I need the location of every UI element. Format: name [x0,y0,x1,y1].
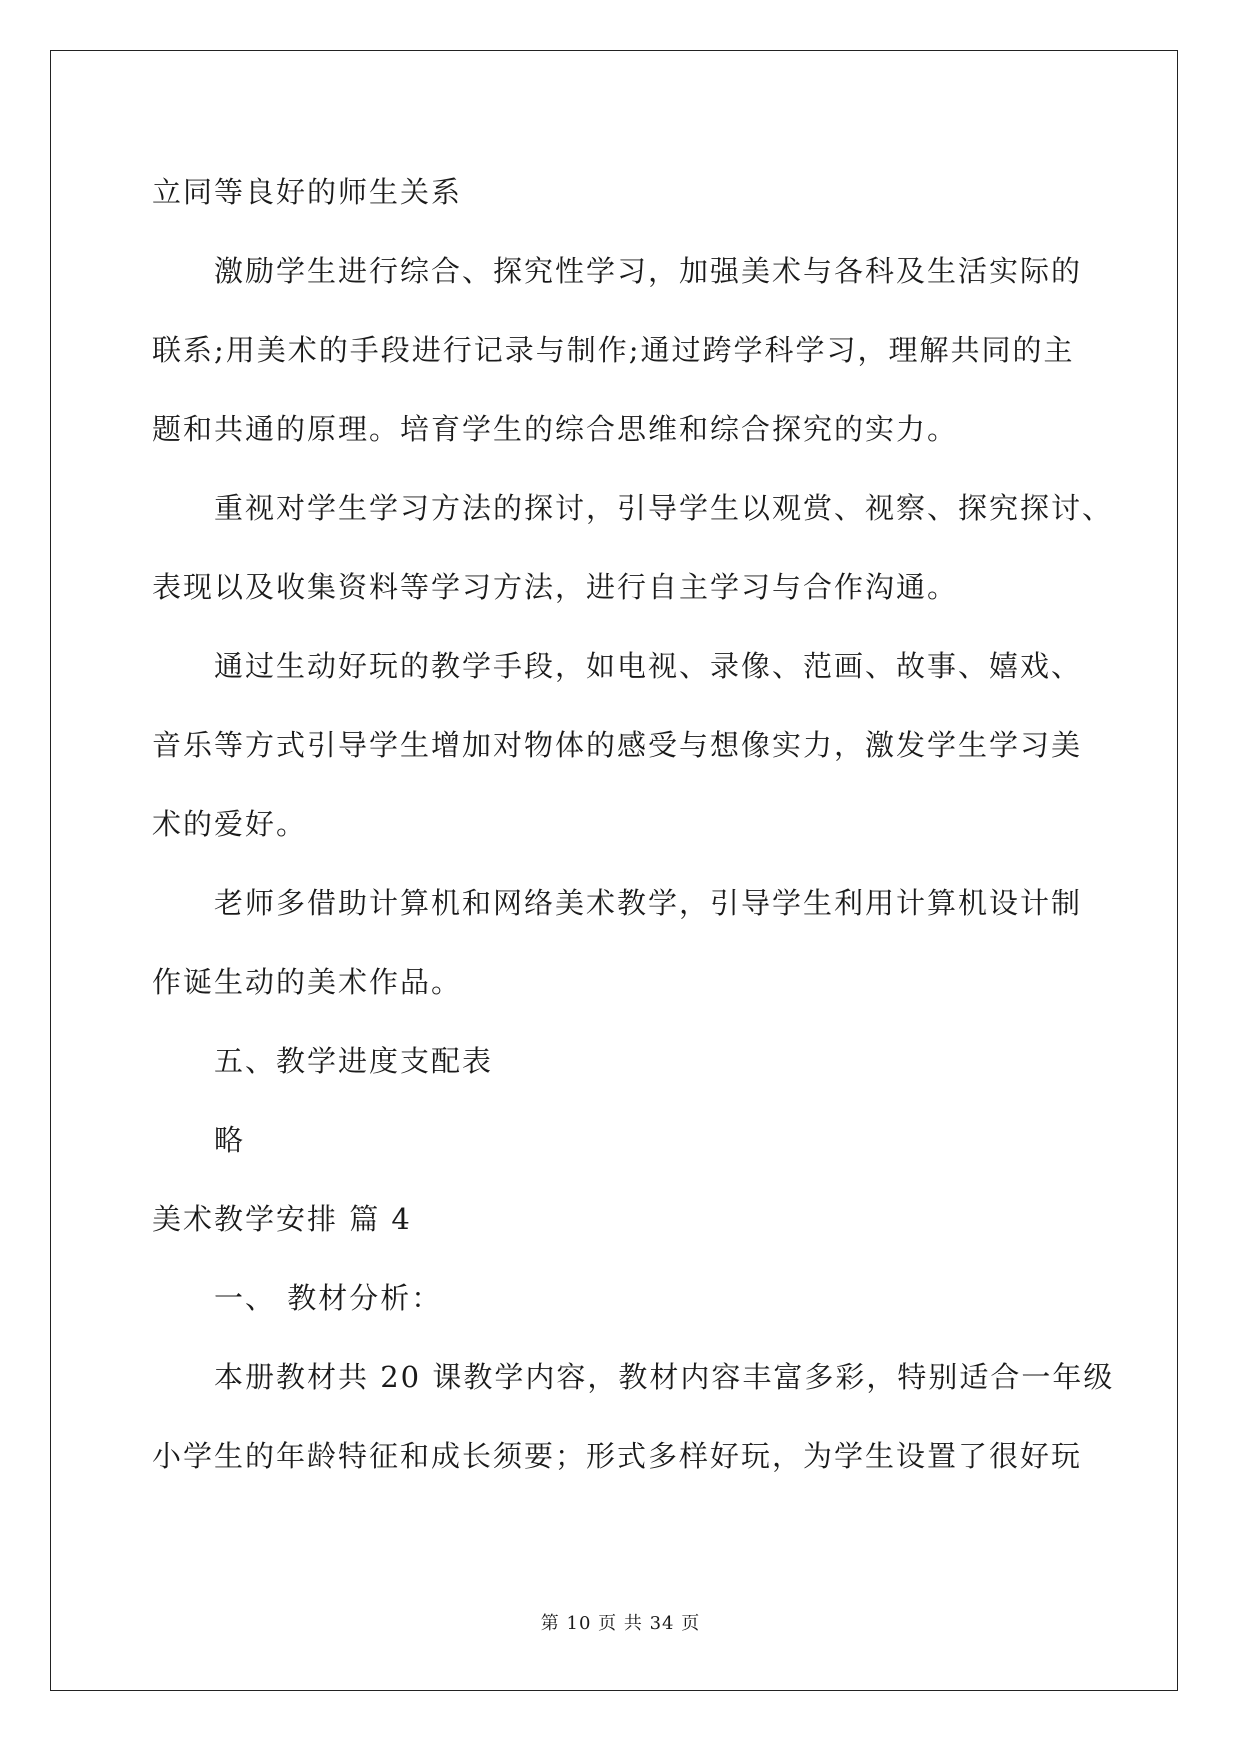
subsection-heading: 一、 教材分析： [214,1281,443,1315]
text-line-7: 通过生动好玩的教学手段，如电视、录像、范画、故事、嬉戏、 [214,649,1083,683]
page-footer: 第 10 页 共 34 页 [540,1613,701,1634]
text-line-17: 小学生的年龄特征和成长须要；形式多样好玩，为学生设置了很好玩 [152,1439,1083,1473]
text-line-11: 作诞生动的美术作品。 [152,965,463,999]
text-line-9: 术的爱好。 [152,807,308,841]
text-line-10: 老师多借助计算机和网络美术教学，引导学生利用计算机设计制 [214,886,1083,920]
text-line-1: 立同等良好的师生关系 [152,175,463,209]
text-line-4: 题和共通的原理。培育学生的综合思维和综合探究的实力。 [152,412,959,446]
text-line-6: 表现以及收集资料等学习方法，进行自主学习与合作沟通。 [152,570,959,604]
text-line-5: 重视对学生学习方法的探讨，引导学生以观赏、视察、探究探讨、 [214,491,1114,525]
text-line-16: 本册教材共 20 课教学内容，教材内容丰富多彩，特别适合一年级 [214,1360,1115,1394]
text-line-13: 略 [214,1123,246,1157]
text-line-8: 音乐等方式引导学生增加对物体的感受与想像实力，激发学生学习美 [152,728,1083,762]
section-heading: 五、教学进度支配表 [214,1044,494,1078]
article-title: 美术教学安排 篇 4 [152,1202,412,1236]
text-line-3: 联系;用美术的手段进行记录与制作;通过跨学科学习，理解共同的主 [152,333,1075,367]
text-line-2: 激励学生进行综合、探究性学习，加强美术与各科及生活实际的 [214,254,1083,288]
